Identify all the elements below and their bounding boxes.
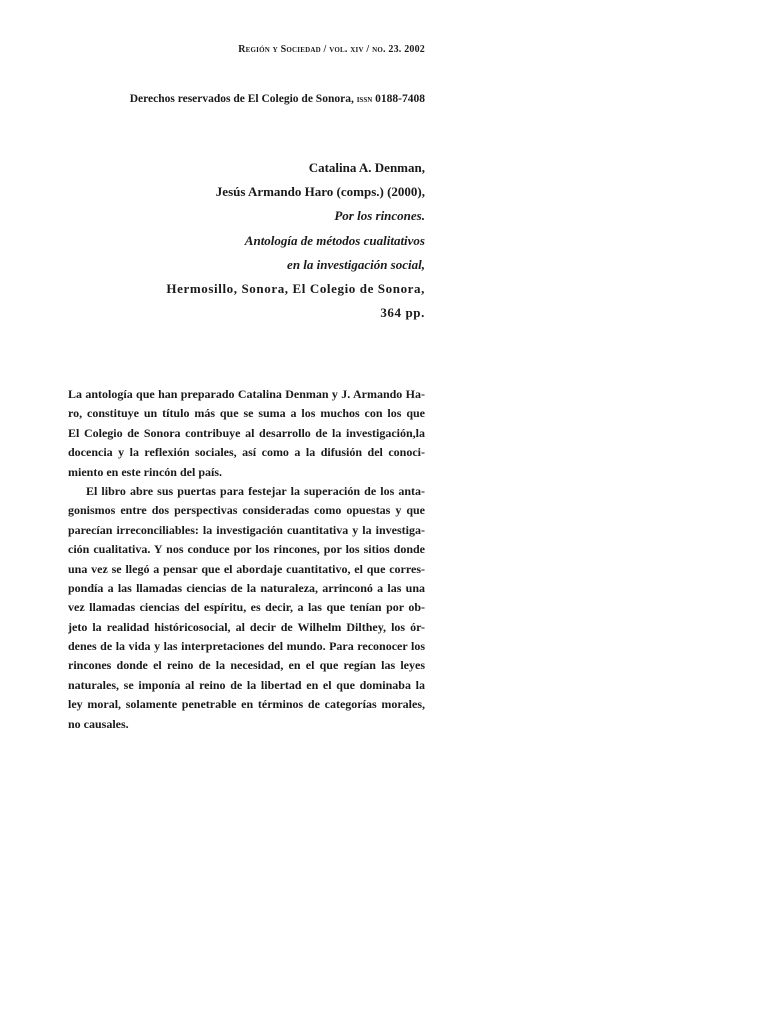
body-line: parecían irreconciliables: la investigación cuantitativa y la investiga-: [68, 522, 425, 537]
body-line: no causales.: [68, 716, 129, 731]
body-line: miento en este rincón del país.: [68, 464, 222, 479]
body-line: gonismos entre dos perspectivas consideradas como opuestas y que: [68, 503, 425, 518]
body-line: ro, constituye un título más que se suma a los muchos con los que: [68, 406, 425, 421]
issue-number: no. 23. 2002: [372, 44, 425, 55]
body-line: una vez se llegó a pensar que el abordaje cuantitativo, el que corres-: [68, 561, 425, 576]
citation-publisher: Hermosillo, Sonora, El Colegio de Sonora,: [166, 281, 425, 297]
running-head-separator: /: [363, 44, 373, 55]
running-head: [238, 44, 425, 55]
citation-title-2: Antología de métodos cualitativos: [244, 232, 425, 248]
journal-name: Región y Sociedad: [238, 44, 321, 55]
body-line: La antología que han preparado Catalina Denman y J. Armando Ha-: [68, 387, 425, 401]
running-head-separator: /: [320, 44, 330, 55]
body-line: jeto la realidad históricosocial, al decir de Wilhelm Dilthey, los ór-: [68, 619, 425, 634]
issn-label: issn: [356, 94, 373, 105]
body-line: El Colegio de Sonora contribuye al desarrollo de la investigación,la: [68, 425, 425, 440]
body-line: denes de la vida y las interpretaciones del mundo. Para reconocer los: [68, 639, 425, 654]
citation-title-1: Por los rincones.: [334, 208, 425, 224]
issn-number: 0188-7408: [372, 93, 425, 105]
body-line: docencia y la reflexión sociales, así como a la difusión del conoci-: [68, 445, 425, 460]
body-line: ción cualitativa. Y nos conduce por los rincones, por los sitios donde: [68, 542, 425, 557]
body-line: ley moral, solamente penetrable en términos de categorías morales,: [68, 697, 425, 712]
review-body: [68, 385, 425, 734]
body-line: El libro abre sus puertas para festejar la superación de los anta-: [86, 483, 425, 498]
citation-pages: 364 pp.: [380, 305, 425, 321]
citation-author-1: Catalina A. Denman,: [308, 160, 425, 175]
volume-number: vol. xiv: [329, 44, 364, 55]
body-line: vez llamadas ciencias del espíritu, es decir, a las que tenían por ob-: [68, 600, 425, 615]
copyright-text: Derechos reservados de El Colegio de Sonora,: [129, 93, 357, 105]
body-line: rincones donde el reino de la necesidad, en el que regían las leyes: [68, 658, 425, 673]
book-citation: [45, 156, 425, 325]
copyright-notice: [130, 93, 425, 105]
body-line: pondía a las llamadas ciencias de la naturaleza, arrinconó a las una: [68, 580, 425, 595]
citation-author-2: Jesús Armando Haro (comps.) (2000),: [215, 184, 425, 200]
citation-title-3: en la investigación social,: [287, 256, 425, 272]
body-line: naturales, se imponía al reino de la libertad en el que dominaba la: [68, 677, 425, 692]
